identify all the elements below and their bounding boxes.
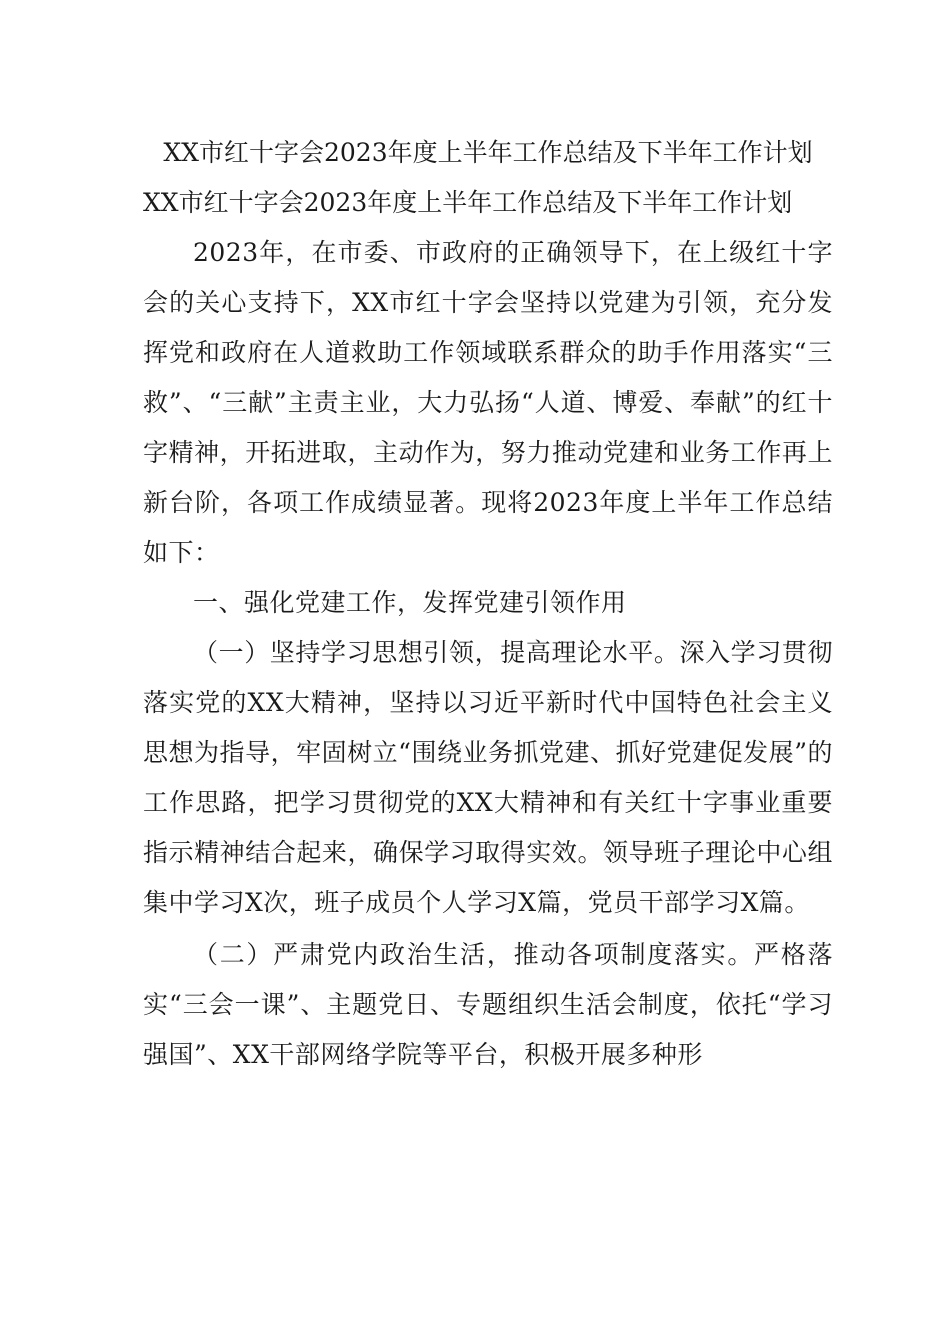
- section-heading-1: 一、强化党建工作，发挥党建引领作用: [193, 588, 627, 617]
- paragraph-1-2: （二）严肃党内政治生活，推动各项制度落实。严格落实“三会一课”、主题党日、专题组织生活会制度，依托“学习强国”、XX干部网络学院等平台，积极开展多种形: [143, 940, 833, 1069]
- document-subtitle: XX市红十字会2023年度上半年工作总结及下半年工作计划: [143, 188, 793, 217]
- paragraph-1-1: （一）坚持学习思想引领，提高理论水平。深入学习贯彻落实党的XX大精神，坚持以习近平新时代中国特色社会主义思想为指导，牢固树立“围绕业务抓党建、抓好党建促发展”的工作思路，把学习贯彻党的XX大精神和有关红十字事业重要指示精神结合起来，确保学习取得实效。领导班子理论中心组集中学习X次，班子成员个人学习X篇，党员干部学习X篇。: [143, 638, 833, 917]
- document-page: [143, 128, 833, 1080]
- document-title: XX市红十字会2023年度上半年工作总结及下半年工作计划: [163, 138, 813, 167]
- paragraph-intro: 2023年，在市委、市政府的正确领导下，在上级红十字会的关心支持下，XX市红十字会坚持以党建为引领，充分发挥党和政府在人道救助工作领域联系群众的助手作用落实“三救”、“三献”主责主业，大力弘扬“人道、博爱、奉献”的红十字精神，开拓进取，主动作为，努力推动党建和业务工作再上新台阶，各项工作成绩显著。现将2023年度上半年工作总结如下：: [143, 238, 833, 567]
